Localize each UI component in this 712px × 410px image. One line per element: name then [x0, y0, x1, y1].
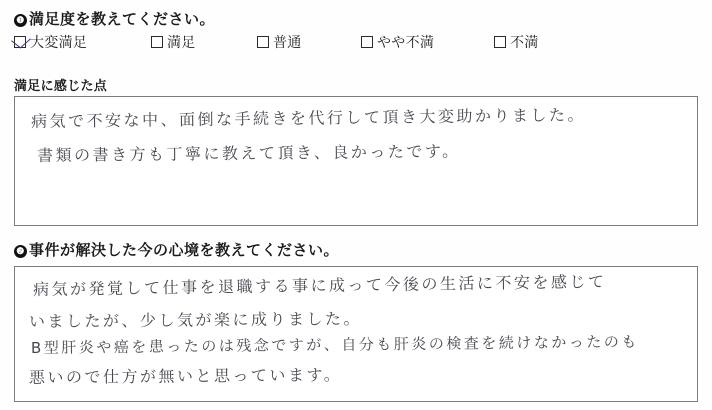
question-1-number: ❶ — [14, 14, 27, 27]
handwriting-line: 書類の書き方も丁寧に教えて頂き、良かったです。 — [36, 141, 461, 165]
checkbox-checked-icon[interactable] — [14, 36, 26, 48]
question-1-title-text: 満足度を教えてください。 — [29, 11, 216, 28]
checkbox-icon[interactable] — [494, 36, 506, 48]
choice-very-satisfied[interactable] — [14, 33, 87, 51]
checkbox-icon[interactable] — [151, 36, 163, 48]
handwriting-line: 病気が発覚して仕事を退職する事に成って今後の生活に不安を感じて — [32, 271, 607, 299]
question-2-number: ❷ — [14, 245, 27, 258]
question-1-title — [14, 8, 215, 29]
handwriting-line: 病気で不安な中、面倒な手続きを代行して頂き大変助かりました。 — [30, 105, 587, 131]
question-2-title-text: 事件が解決した今の心境を教えてください。 — [29, 242, 340, 259]
question-2-title — [14, 239, 339, 260]
handwriting-line: B型肝炎や癌を患ったのは残念ですが、自分も肝炎の検査を続けなかったのも — [30, 332, 639, 357]
handwritten-answer-2 — [15, 267, 697, 401]
handwritten-answer-1 — [15, 97, 697, 225]
checkbox-icon[interactable] — [257, 36, 269, 48]
question-1-answer-box[interactable] — [14, 96, 698, 226]
question-1-sub-label: 満足に感じた点 — [14, 78, 108, 93]
choice-satisfied[interactable] — [151, 33, 196, 51]
checkbox-icon[interactable] — [361, 36, 373, 48]
choice-label: 満足 — [167, 34, 196, 50]
handwriting-line: いましたが、少し気が楽に成りました。 — [28, 309, 363, 331]
choice-label: 普通 — [273, 34, 302, 50]
choice-label: 不満 — [510, 34, 539, 50]
satisfaction-choice-group — [14, 33, 698, 55]
choice-somewhat-dissatisfied[interactable] — [361, 33, 434, 51]
handwriting-line: 悪いので仕方が無いと思っています。 — [28, 365, 343, 387]
choice-label: やや不満 — [377, 34, 435, 50]
choice-dissatisfied[interactable] — [494, 33, 539, 51]
choice-label: 大変満足 — [30, 34, 88, 50]
choice-neutral[interactable] — [257, 33, 302, 51]
question-2-answer-box[interactable] — [14, 266, 698, 402]
